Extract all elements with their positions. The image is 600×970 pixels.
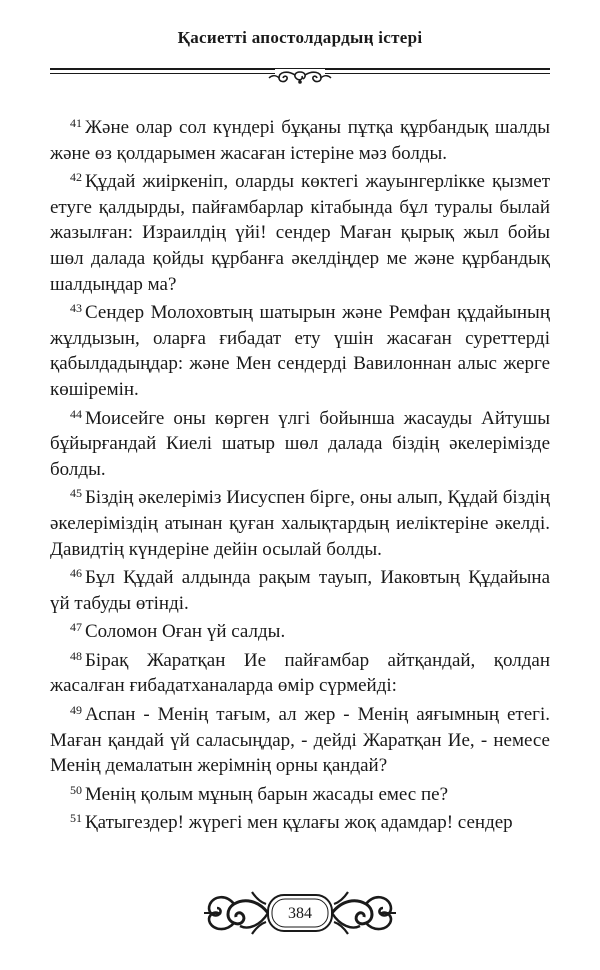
verse-number: 47 (70, 620, 82, 635)
verse (50, 702, 550, 779)
verse-number: 43 (70, 301, 82, 316)
verse-number: 51 (70, 811, 82, 826)
verse-list (50, 115, 550, 839)
verse-text: Менің қолым мұның барын жасады емес пе? (85, 783, 449, 805)
verse-text: Қатыгездер! жүрегі мен құлағы жоқ адамдар! сендер (85, 812, 513, 834)
verse-text: Біздің әкелеріміз Иисуспен бірге, оны алып, Құдай біздің әкелеріміздің атынан қуған халықтардың иеліктеріне әкелді. Давидтің күндеріне дейін осылай болды. (50, 487, 550, 560)
verse-text: Бұл Құдай алдында рақым тауып, Иаковтың Құдайына үй табуды өтінді. (50, 567, 550, 614)
verse-text: Және олар сол күндері бұқаны пұтқа құрбандық шалды және өз қолдарымен жасаған істеріне мәз болды. (50, 117, 550, 164)
page-header-title: Қасиетті апостолдардың істері (177, 28, 423, 47)
verse (50, 648, 550, 699)
top-ornament-icon (255, 66, 345, 88)
verse-number: 42 (70, 170, 82, 185)
verse (50, 115, 550, 166)
verse (50, 485, 550, 562)
verse-number: 46 (70, 566, 82, 581)
verse-text: Құдай жиіркеніп, оларды көктегі жауынгерлікке қызмет етуге қалдырды, пайғамбарлар кітабында бұл туралы былай жазылған: Израилдің үйі! сендер Маған қырық жыл бойы шөл далада қойды құрбанға әкелдіңдер ме және құрбандық шалдыңдар ма? (50, 171, 550, 295)
verse (50, 782, 550, 808)
verse (50, 565, 550, 616)
page-number: 384 (288, 905, 312, 922)
verse-number: 44 (70, 406, 82, 421)
verse-text: Бірақ Жаратқан Ие пайғамбар айтқандай, қолдан жасалған ғибадатханаларда өмір сүрмейді: (50, 649, 550, 697)
verse-number: 48 (70, 648, 82, 663)
verse-text: Аспан - Менің тағым, ал жер - Менің аяғымның етегі. Маған қандай үй саласыңдар, - дейді Жаратқан Ие, - немесе Менің демалатын жерімнің орны қандай? (50, 704, 550, 777)
verse (50, 169, 550, 297)
verse (50, 619, 550, 645)
verse-number: 49 (70, 703, 82, 718)
verse (50, 810, 550, 836)
verse-number: 50 (70, 782, 82, 797)
verse (50, 406, 550, 483)
verse-text: Моисейге оны көрген үлгі бойынша жасауды Айтушы бұйырғандай Киелі шатыр шөл далада біздің әкелерімізде болды. (50, 407, 550, 480)
verse (50, 300, 550, 402)
verse-number: 41 (70, 116, 82, 130)
verse-number: 45 (70, 486, 82, 501)
verse-text: Соломон Оған үй салды. (85, 621, 286, 643)
verse-text: Сендер Молоховтың шатырын және Ремфан құдайының жұлдызын, оларға ғибадат ету үшін жасаған суреттерді қабылдадыңдар: және Мен сендерді Вавилоннан алыс жерге көшіремін. (50, 302, 550, 400)
